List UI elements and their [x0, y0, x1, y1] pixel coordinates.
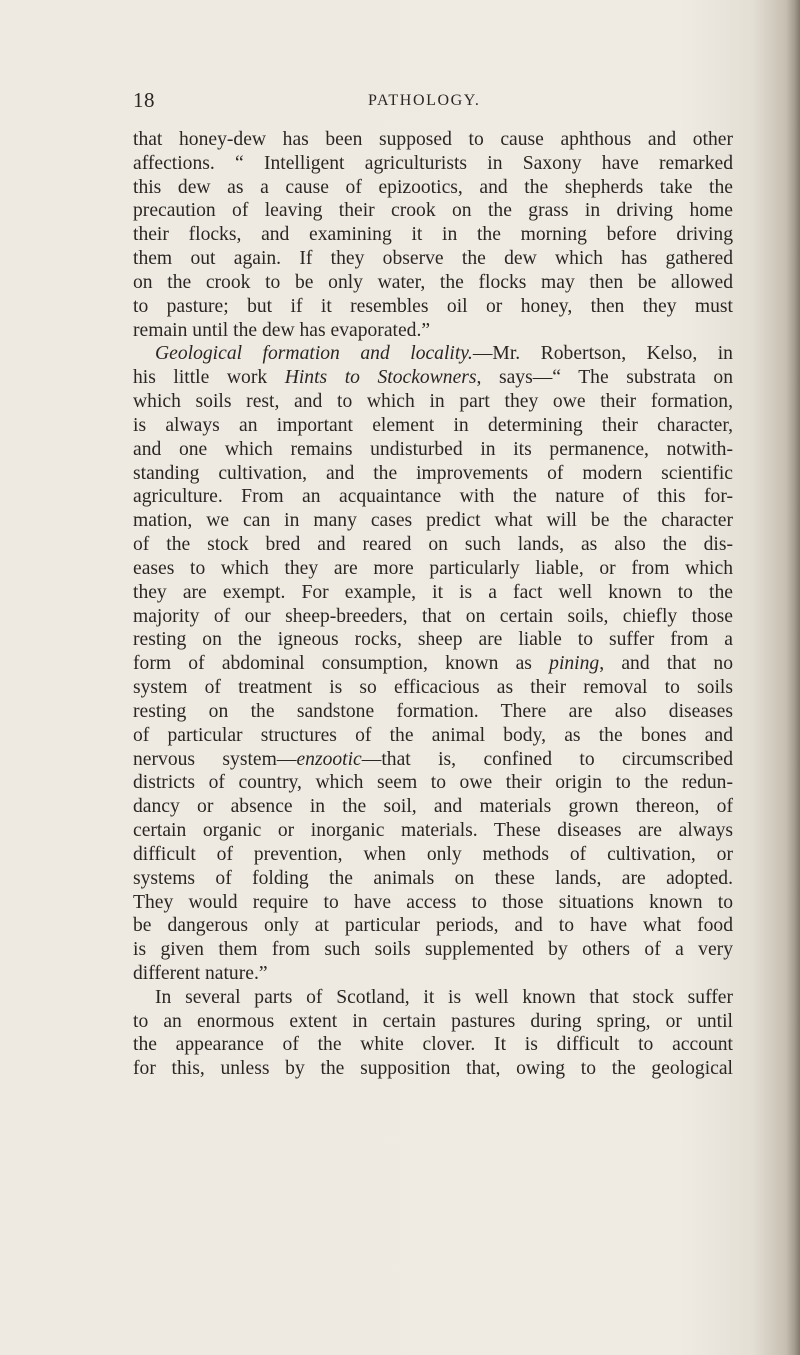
text-line	[133, 771, 733, 795]
text-segment: difficult of prevention, when only methods of cultivation, or	[133, 843, 733, 865]
italic-text: enzootic	[296, 748, 362, 770]
italic-text: Geological formation and locality.	[155, 343, 473, 365]
text-segment: be dangerous only at particular periods, and to have what food	[133, 915, 733, 937]
text-segment: They would require to have access to those situations known to	[133, 891, 733, 913]
text-segment: In several parts of Scotland, it is well known that stock suffer	[155, 986, 733, 1008]
text-line	[133, 414, 733, 438]
text-line	[133, 509, 733, 533]
text-segment: remain until the dew has evaporated.”	[133, 319, 431, 341]
body-text	[133, 128, 733, 1081]
text-line	[133, 533, 733, 557]
text-line	[133, 462, 733, 486]
text-segment: that honey-dew has been supposed to cause aphthous and other	[133, 129, 733, 150]
text-line	[133, 1010, 733, 1034]
text-line	[133, 199, 733, 223]
text-segment: nervous system—	[133, 748, 297, 770]
text-line	[133, 795, 733, 819]
text-line	[133, 724, 733, 748]
running-head: PATHOLOGY.	[368, 92, 481, 109]
text-segment: dancy or absence in the soil, and materials grown thereon, of	[133, 796, 733, 818]
text-segment: on the crook to be only water, the flocks may then be allowed	[133, 271, 733, 293]
text-line	[133, 962, 733, 986]
text-segment: systems of folding the animals on these lands, are adopted.	[133, 867, 733, 889]
text-line	[133, 986, 733, 1010]
text-segment: , says—“ The substrata on	[476, 367, 733, 389]
text-segment: is always an important element in determining their character,	[133, 414, 733, 436]
page-number: 18	[133, 88, 155, 112]
text-segment: —that is, confined to circumscribed	[361, 748, 733, 770]
text-segment: certain organic or inorganic materials. These diseases are always	[133, 820, 733, 842]
text-line	[133, 128, 733, 152]
text-segment: to an enormous extent in certain pastures during spring, or until	[133, 1010, 733, 1032]
page-header	[133, 88, 733, 116]
text-segment: to pasture; but if it resembles oil or honey, then they must	[133, 295, 733, 317]
italic-text: Hints to Stockowners	[284, 367, 477, 389]
text-line	[133, 390, 733, 414]
text-segment: the appearance of the white clover. It is difficult to account	[133, 1034, 733, 1056]
text-line	[133, 867, 733, 891]
text-segment: majority of our sheep-breeders, that on certain soils, chiefly those	[133, 605, 733, 627]
text-line	[133, 748, 733, 772]
text-line	[133, 652, 733, 676]
text-line	[133, 819, 733, 843]
text-segment: eases to which they are more particularly liable, or from which	[133, 557, 733, 579]
text-segment: form of abdominal consumption, known as	[133, 653, 550, 675]
text-line	[133, 676, 733, 700]
text-segment: mation, we can in many cases predict what will be the character	[133, 510, 733, 532]
text-line	[133, 247, 733, 271]
text-segment: —Mr. Robertson, Kelso, in	[472, 343, 733, 365]
text-line	[133, 319, 733, 343]
text-line	[133, 914, 733, 938]
text-line	[133, 223, 733, 247]
text-line	[133, 271, 733, 295]
text-line	[133, 891, 733, 915]
text-line	[133, 295, 733, 319]
text-line	[133, 628, 733, 652]
text-segment: is given them from such soils supplemented by others of a very	[133, 939, 733, 961]
text-segment: they are exempt. For example, it is a fact well known to the	[133, 581, 733, 603]
text-segment: affections. “ Intelligent agriculturists in Saxony have remarked	[133, 152, 733, 174]
text-segment: his little work	[133, 367, 285, 389]
text-segment: them out again. If they observe the dew which has gathered	[133, 248, 733, 270]
text-segment: standing cultivation, and the improvements of modern scientific	[133, 462, 733, 484]
text-line	[133, 1057, 733, 1081]
text-segment: and one which remains undisturbed in its permanence, notwith-	[133, 438, 733, 460]
text-line	[133, 366, 733, 390]
text-line	[133, 843, 733, 867]
text-segment: of the stock bred and reared on such lands, as also the dis-	[133, 534, 733, 556]
text-line	[133, 438, 733, 462]
text-segment: , and that no	[599, 653, 733, 675]
text-segment: districts of country, which seem to owe their origin to the redun-	[133, 772, 733, 794]
text-segment: resting on the igneous rocks, sheep are liable to suffer from a	[133, 629, 733, 651]
page-edge-shadow	[786, 0, 800, 1355]
text-line	[133, 342, 733, 366]
text-segment: this dew as a cause of epizootics, and the shepherds take the	[133, 176, 733, 198]
text-line	[133, 176, 733, 200]
italic-text: pining	[549, 653, 600, 675]
text-line	[133, 938, 733, 962]
text-line	[133, 700, 733, 724]
text-line	[133, 581, 733, 605]
text-segment: for this, unless by the supposition that, owing to the geological	[133, 1058, 733, 1080]
text-line	[133, 557, 733, 581]
text-segment: resting on the sandstone formation. There are also diseases	[133, 700, 733, 722]
text-segment: their flocks, and examining it in the morning before driving	[133, 224, 733, 246]
text-line	[133, 605, 733, 629]
text-line	[133, 152, 733, 176]
text-segment: precaution of leaving their crook on the grass in driving home	[133, 200, 733, 222]
text-segment: which soils rest, and to which in part they owe their formation,	[133, 391, 733, 413]
text-segment: of particular structures of the animal body, as the bones and	[133, 724, 733, 746]
text-segment: agriculture. From an acquaintance with the nature of this for-	[133, 486, 733, 508]
text-line	[133, 485, 733, 509]
text-line	[133, 1033, 733, 1057]
text-segment: system of treatment is so efficacious as their removal to soils	[133, 677, 733, 699]
text-segment: different nature.”	[133, 962, 268, 984]
